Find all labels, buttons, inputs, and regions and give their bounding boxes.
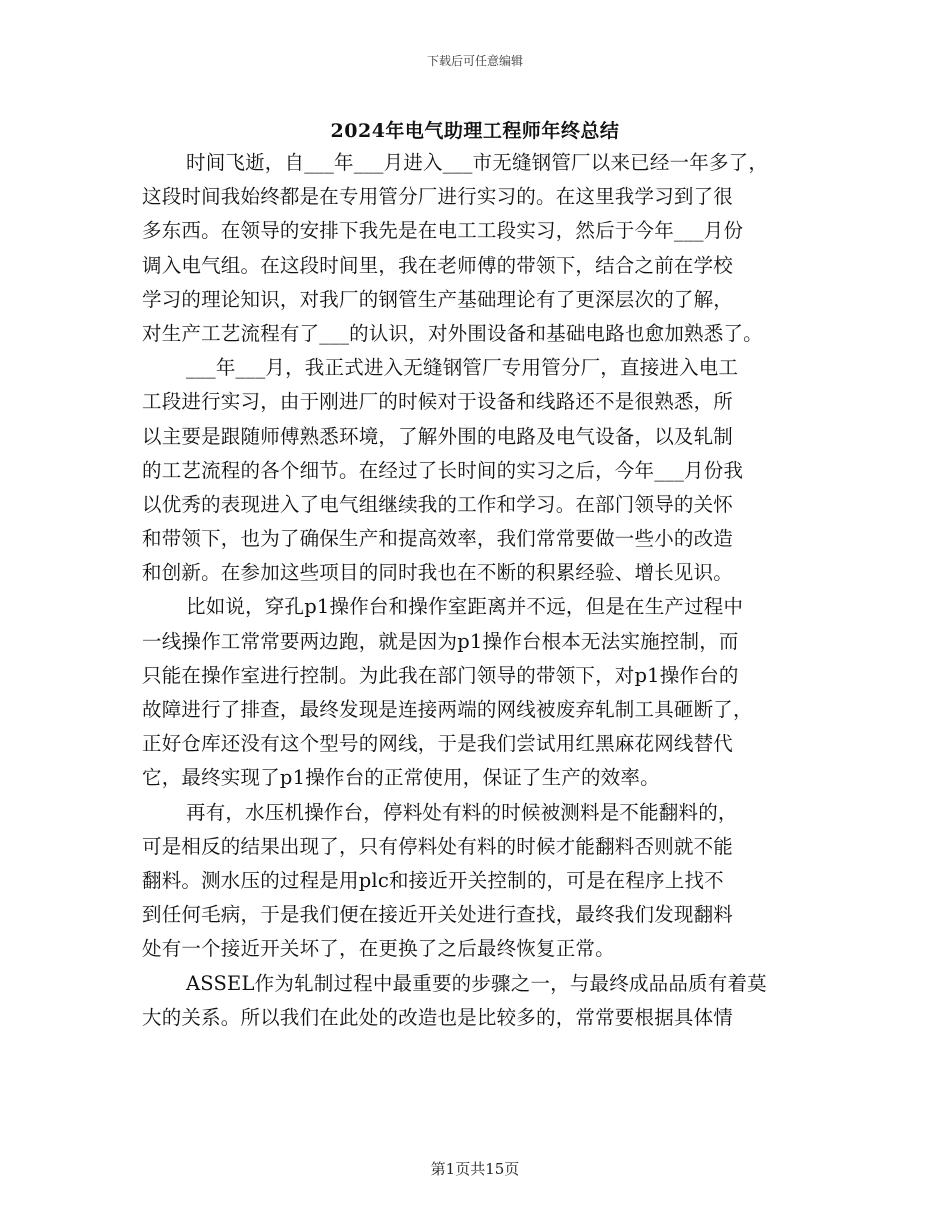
text-line: 学习的理论知识，对我厂的钢管生产基础理论有了更深层次的了解， <box>142 287 734 311</box>
paragraph-4 <box>142 796 814 967</box>
text-line: 一线操作工常常要两边跑，就是因为p1操作台根本无法实施控制，而 <box>142 629 739 653</box>
text-line: 可是相反的结果出现了，只有停料处有料的时候才能翻料否则就不能 <box>142 834 734 858</box>
text-line: 和带领下，也为了确保生产和提高效率，我们常常要做一些小的改造 <box>142 527 734 551</box>
text-line: 大的关系。所以我们在此处的改造也是比较多的，常常要根据具体情 <box>142 1005 734 1029</box>
text-line: 调入电气组。在这段时间里，我在老师傅的带领下，结合之前在学校 <box>142 253 734 277</box>
text-line: 以主要是跟随师傅熟悉环境，了解外围的电路及电气设备，以及轧制 <box>142 424 734 448</box>
paragraph-3 <box>142 590 814 795</box>
text-line: 和创新。在参加这些项目的同时我也在不断的积累经验、增长见识。 <box>142 561 734 585</box>
paragraph-1 <box>142 146 814 351</box>
text-line: 它，最终实现了p1操作台的正常使用，保证了生产的效率。 <box>142 766 660 790</box>
text-line: 翻料。测水压的过程是用plc和接近开关控制的，可是在程序上找不 <box>142 868 724 892</box>
text-line: 对生产工艺流程有了___的认识，对外围设备和基础电路也愈加熟悉了。 <box>142 321 763 345</box>
text-line: 时间飞逝，自___年___月进入___市无缝钢管厂以来已经一年多了， <box>186 151 769 174</box>
paragraph-2 <box>142 351 814 590</box>
text-line: ___年___月，我正式进入无缝钢管厂专用管分厂，直接进入电工 <box>186 356 739 380</box>
text-line: 故障进行了排查，最终发现是连接两端的网线被废弃轧制工具砸断了， <box>142 698 753 721</box>
text-line: 到任何毛病，于是我们便在接近开关处进行查找，最终我们发现翻料 <box>142 903 734 927</box>
text-line: 多东西。在领导的安排下我先是在电工工段实习，然后于今年___月份 <box>142 219 744 243</box>
text-line: 处有一个接近开关坏了，在更换了之后最终恢复正常。 <box>142 937 615 961</box>
paragraph-5 <box>142 967 814 1035</box>
text-line: 只能在操作室进行控制。为此我在部门领导的带领下，对p1操作台的 <box>142 663 739 687</box>
page-number: 第1页共15页 <box>430 1160 520 1178</box>
document-body <box>142 146 814 1035</box>
text-line: 正好仓库还没有这个型号的网线，于是我们尝试用红黑麻花网线替代 <box>142 732 734 756</box>
text-line: 再有，水压机操作台，停料处有料的时候被测料是不能翻料的， <box>186 800 738 824</box>
text-line: 比如说，穿孔p1操作台和操作室距离并不远，但是在生产过程中 <box>186 595 744 619</box>
header-note: 下载后可任意编辑 <box>426 54 523 68</box>
text-line: 这段时间我始终都是在专用管分厂进行实习的。在这里我学习到了很 <box>142 185 734 209</box>
text-line: 工段进行实习，由于刚进厂的时候对于设备和线路还不是很熟悉，所 <box>142 390 734 414</box>
document-title: 2024年电气助理工程师年终总结 <box>330 120 620 142</box>
text-line: ASSEL作为轧制过程中最重要的步骤之一，与最终成品品质有着莫 <box>186 971 767 995</box>
text-line: 以优秀的表现进入了电气组继续我的工作和学习。在部门领导的关怀 <box>142 492 734 516</box>
text-line: 的工艺流程的各个细节。在经过了长时间的实习之后，今年___月份我 <box>142 458 744 482</box>
